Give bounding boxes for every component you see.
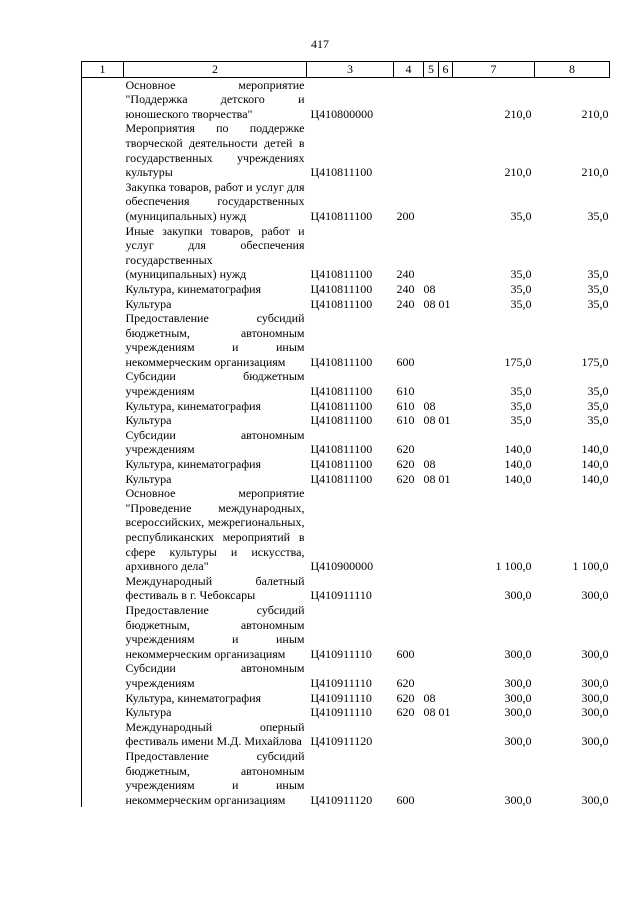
table-row [82, 180, 610, 224]
amount-year1-cell: 300,0 [504, 792, 532, 807]
table-row [82, 472, 610, 487]
amount-year1-cell: 300,0 [504, 675, 532, 690]
amount-year2-cell: 300,0 [581, 705, 609, 720]
amount-year1-cell: 35,0 [510, 208, 532, 223]
table-row [82, 603, 610, 661]
amount-year1-cell: 140,0 [504, 471, 532, 486]
target-code-cell: Ц410911110 [310, 690, 372, 705]
expense-type-cell: 600 [396, 792, 415, 807]
section-cell [424, 77, 439, 121]
subsection-cell [439, 574, 453, 603]
section-cell [424, 428, 439, 457]
subsection-cell [439, 77, 453, 121]
row-name-cell: Основное мероприятие "Поддержка детского и юношеского творчества" [125, 77, 305, 121]
expense-type-cell: 200 [396, 208, 415, 223]
subsection-cell [439, 720, 453, 749]
target-code-cell: Ц410811100 [310, 267, 373, 282]
column-header: 1 [82, 62, 124, 78]
table-row [82, 121, 610, 179]
row-number-cell [82, 121, 124, 179]
row-number-cell [82, 180, 124, 224]
expense-type-cell: 600 [396, 354, 415, 369]
row-number-cell [82, 282, 124, 297]
column-header: 2 [124, 62, 307, 78]
row-number-cell [82, 661, 124, 690]
row-name-cell: Иные закупки товаров, работ и услуг для обеспечения государственных (муниципальных) нужд [125, 223, 305, 282]
subsection-cell: 01 [438, 296, 451, 311]
subsection-cell [439, 661, 453, 690]
column-header: 8 [535, 62, 610, 78]
row-number-cell [82, 297, 124, 312]
amount-year2-cell: 210,0 [581, 165, 609, 180]
row-name-cell: Субсидии бюджетным учреждениям [125, 369, 305, 399]
section-cell: 08 [423, 690, 436, 705]
row-number-cell [82, 77, 124, 121]
amount-year1-cell: 300,0 [504, 734, 532, 749]
row-number-cell [82, 720, 124, 749]
amount-year2-cell: 140,0 [581, 471, 609, 486]
table-body [82, 77, 610, 807]
expense-type-cell [394, 77, 424, 121]
column-header: 4 [394, 62, 424, 78]
target-code-cell: Ц410911110 [310, 588, 372, 603]
target-code-cell: Ц410811100 [310, 398, 373, 413]
expense-type-cell: 620 [396, 457, 415, 472]
column-header: 7 [453, 62, 535, 78]
table-row [82, 369, 610, 398]
amount-year2-cell: 300,0 [581, 734, 609, 749]
table-row [82, 661, 610, 690]
amount-year2-cell: 35,0 [587, 208, 609, 223]
row-number-cell [82, 749, 124, 807]
row-name-cell: Предоставление субсидий бюджетным, автономным учреждениям и иным некоммерческим организациям [125, 602, 305, 661]
row-name-cell: Культура, кинематография [125, 690, 262, 705]
section-cell [424, 486, 439, 574]
subsection-cell: 01 [438, 413, 451, 428]
row-name-cell: Культура [125, 705, 172, 720]
section-cell [424, 574, 439, 603]
expense-type-cell: 620 [396, 675, 415, 690]
amount-year1-cell: 35,0 [510, 296, 532, 311]
amount-year1-cell: 210,0 [504, 106, 532, 121]
target-code-cell: Ц410811100 [310, 442, 373, 457]
table-row [82, 486, 610, 574]
subsection-cell [439, 224, 453, 282]
column-header: 5 [424, 62, 439, 78]
expense-type-cell [394, 720, 424, 749]
row-number-cell [82, 369, 124, 398]
row-name-cell: Основное мероприятие "Проведение международных, всероссийских, межрегиональных, республиканских мероприятий в сфере культуры и искусства, архивного дела" [125, 486, 305, 574]
section-cell: 08 [423, 471, 436, 486]
amount-year1-cell: 140,0 [504, 442, 532, 457]
section-cell: 08 [423, 296, 436, 311]
subsection-cell [439, 311, 453, 369]
table-row [82, 720, 610, 749]
amount-year2-cell: 35,0 [587, 296, 609, 311]
row-number-cell [82, 574, 124, 603]
row-name-cell: Мероприятия по поддержке творческой деятельности детей в государственных учреждениях культуры [125, 121, 305, 180]
amount-year2-cell: 35,0 [587, 384, 609, 399]
expense-type-cell: 620 [396, 705, 415, 720]
target-code-cell: Ц410811100 [310, 281, 373, 296]
row-name-cell: Субсидии автономным учреждениям [125, 661, 305, 690]
expense-type-cell: 240 [396, 267, 415, 282]
target-code-cell: Ц410811100 [310, 457, 373, 472]
expense-type-cell: 600 [396, 646, 415, 661]
amount-year2-cell: 35,0 [587, 398, 609, 413]
row-name-cell: Культура, кинематография [125, 457, 262, 472]
table-row [82, 705, 610, 720]
amount-year1-cell: 35,0 [510, 384, 532, 399]
row-name-cell: Культура [125, 296, 172, 311]
target-code-cell: Ц410811100 [310, 354, 373, 369]
table-row [82, 224, 610, 282]
budget-table [81, 61, 610, 807]
table-row [82, 311, 610, 369]
expense-type-cell [394, 121, 424, 179]
column-header: 3 [307, 62, 394, 78]
table-row [82, 282, 610, 297]
table-row [82, 428, 610, 457]
table-row [82, 77, 610, 121]
row-number-cell [82, 691, 124, 706]
row-name-cell: Культура [125, 413, 172, 428]
row-name-cell: Культура, кинематография [125, 281, 262, 296]
table-row [82, 297, 610, 312]
section-cell: 08 [423, 705, 436, 720]
amount-year1-cell: 300,0 [504, 588, 532, 603]
section-cell [424, 749, 439, 807]
column-header: 6 [439, 62, 453, 78]
section-cell [424, 661, 439, 690]
row-number-cell [82, 311, 124, 369]
subsection-cell [439, 369, 453, 398]
row-name-cell: Культура [125, 471, 172, 486]
subsection-cell [439, 121, 453, 179]
subsection-cell: 01 [438, 705, 451, 720]
row-name-cell: Предоставление субсидий бюджетным, автономным учреждениям и иным некоммерческим организациям [125, 748, 305, 807]
section-cell [424, 311, 439, 369]
section-cell: 08 [423, 457, 436, 472]
target-code-cell: Ц410900000 [310, 559, 374, 574]
section-cell: 08 [423, 281, 436, 296]
subsection-cell [439, 282, 453, 297]
amount-year2-cell: 140,0 [581, 442, 609, 457]
section-cell [424, 224, 439, 282]
subsection-cell: 01 [438, 471, 451, 486]
amount-year1-cell: 35,0 [510, 398, 532, 413]
target-code-cell: Ц410811100 [310, 296, 373, 311]
subsection-cell [439, 486, 453, 574]
row-number-cell [82, 705, 124, 720]
expense-type-cell: 620 [396, 442, 415, 457]
amount-year2-cell: 210,0 [581, 106, 609, 121]
section-cell [424, 121, 439, 179]
expense-type-cell [394, 486, 424, 574]
amount-year1-cell: 1 100,0 [495, 559, 532, 574]
amount-year2-cell: 175,0 [581, 354, 609, 369]
amount-year2-cell: 35,0 [587, 413, 609, 428]
amount-year1-cell: 35,0 [510, 281, 532, 296]
section-cell [424, 603, 439, 661]
amount-year2-cell: 300,0 [581, 792, 609, 807]
expense-type-cell: 610 [396, 413, 415, 428]
section-cell [424, 180, 439, 224]
section-cell [424, 369, 439, 398]
amount-year1-cell: 300,0 [504, 690, 532, 705]
amount-year1-cell: 35,0 [510, 267, 532, 282]
amount-year1-cell: 35,0 [510, 413, 532, 428]
expense-type-cell: 610 [396, 384, 415, 399]
subsection-cell [439, 749, 453, 807]
amount-year1-cell: 300,0 [504, 705, 532, 720]
row-number-cell [82, 603, 124, 661]
target-code-cell: Ц410811100 [310, 413, 373, 428]
section-cell: 08 [423, 398, 436, 413]
table-row [82, 413, 610, 428]
target-code-cell: Ц410911110 [310, 675, 372, 690]
row-name-cell: Предоставление субсидий бюджетным, автономным учреждениям и иным некоммерческим организациям [125, 311, 305, 369]
expense-type-cell: 620 [396, 471, 415, 486]
target-code-cell: Ц410811100 [310, 384, 373, 399]
target-code-cell: Ц410811100 [310, 165, 373, 180]
target-code-cell: Ц410800000 [310, 106, 374, 121]
expense-type-cell: 620 [396, 690, 415, 705]
amount-year1-cell: 140,0 [504, 457, 532, 472]
expense-type-cell: 610 [396, 398, 415, 413]
row-name-cell: Культура, кинематография [125, 398, 262, 413]
header-row [82, 62, 610, 78]
table-row [82, 749, 610, 807]
table-row [82, 457, 610, 472]
row-name-cell: Международный балетный фестиваль в г. Чебоксары [125, 573, 305, 603]
target-code-cell: Ц410911120 [310, 792, 373, 807]
amount-year1-cell: 300,0 [504, 646, 532, 661]
row-number-cell [82, 457, 124, 472]
subsection-cell [439, 399, 453, 414]
target-code-cell: Ц410911110 [310, 646, 372, 661]
target-code-cell: Ц410811100 [310, 471, 373, 486]
amount-year2-cell: 1 100,0 [572, 559, 609, 574]
row-name-cell: Субсидии автономным учреждениям [125, 427, 305, 457]
expense-type-cell [394, 574, 424, 603]
section-cell: 08 [423, 413, 436, 428]
expense-type-cell: 240 [396, 296, 415, 311]
subsection-cell [439, 691, 453, 706]
expense-type-cell: 240 [396, 281, 415, 296]
table-row [82, 399, 610, 414]
row-number-cell [82, 413, 124, 428]
subsection-cell [439, 457, 453, 472]
row-name-cell: Международный оперный фестиваль имени М.Д. Михайлова [125, 719, 305, 749]
target-code-cell: Ц410811100 [310, 208, 373, 223]
row-number-cell [82, 472, 124, 487]
amount-year2-cell: 300,0 [581, 690, 609, 705]
subsection-cell [439, 603, 453, 661]
row-number-cell [82, 486, 124, 574]
row-number-cell [82, 399, 124, 414]
section-cell [424, 720, 439, 749]
table-row [82, 574, 610, 603]
row-number-cell [82, 224, 124, 282]
amount-year2-cell: 35,0 [587, 281, 609, 296]
amount-year2-cell: 35,0 [587, 267, 609, 282]
amount-year2-cell: 300,0 [581, 588, 609, 603]
subsection-cell [439, 428, 453, 457]
target-code-cell: Ц410911110 [310, 705, 372, 720]
amount-year1-cell: 210,0 [504, 165, 532, 180]
amount-year1-cell: 175,0 [504, 354, 532, 369]
table-row [82, 691, 610, 706]
target-code-cell: Ц410911120 [310, 734, 373, 749]
amount-year2-cell: 300,0 [581, 646, 609, 661]
subsection-cell [439, 180, 453, 224]
amount-year2-cell: 300,0 [581, 675, 609, 690]
page-number: 417 [311, 37, 329, 51]
row-name-cell: Закупка товаров, работ и услуг для обеспечения государственных (муниципальных) нужд [125, 179, 305, 223]
amount-year2-cell: 140,0 [581, 457, 609, 472]
row-number-cell [82, 428, 124, 457]
